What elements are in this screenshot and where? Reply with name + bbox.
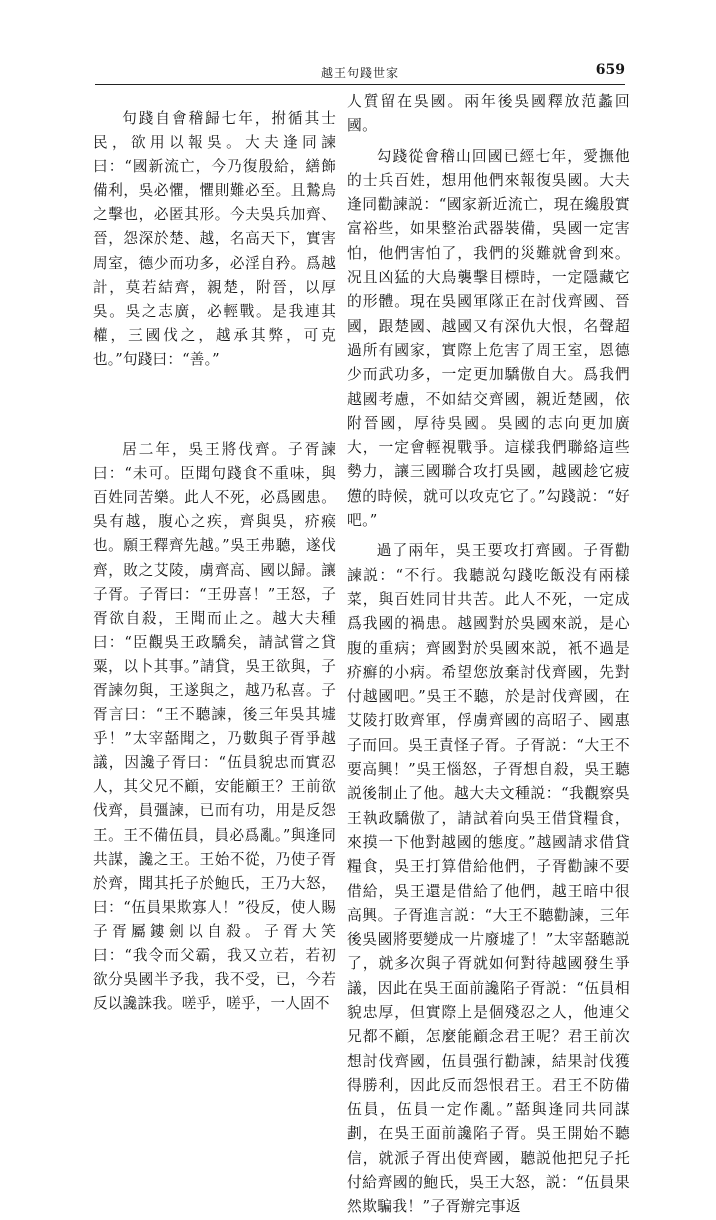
translation-paragraph-2: 過了兩年，吳王要攻打齊國。子胥勸諫説：“不行。我聽説勾踐吃飯没有兩樣菜，與百姓同甘共苦。此人不死，一定成爲我國的禍患。越國對於吳國來説，是心腹的重病；齊國對於吳國來説，衹不過是疥癬的小病。希望您放棄討伐齊國，先對付越國吧。”吳王不聽，於是討伐齊國，在艾陵打敗齊軍，俘虜齊國的高昭子、國惠子而回。吳王責怪子胥。子胥説：“大王不要高興！”吳王惱怒，子胥想自殺，吳王聽説後制止了他。越大夫文種説：“我觀察吳王執政驕傲了，請試着向吳王借貸糧食，來摸一下他對越國的態度。”越國請求借貸糧食，吳王打算借給他們，子胥勸諫不要借給，吳王還是借給了他們，越王暗中很高興。子胥進言説：“大王不聽勸諫，三年後吳國將要變成一片廢墟了！”太宰嚭聽説了，就多次與子胥就如何對待越國發生爭議，因此在吳王面前讒陷子胥説：“伍員相貌忠厚，但實際上是個殘忍之人，他連父兄都不顧，怎麼能顧念君王呢？君王前次想討伐齊國，伍員强行勸諫，結果討伐獲得勝利，因此反而怨恨君王。君王不防備伍員，伍員一定作亂。”嚭與逢同共同謀劃，在吳王面前讒陷子胥。吳王開始不聽信，就派子胥出使齊國，聽説他把兒子托付給齊國的鮑氏，吳王大怒，説：“伍員果然欺騙我！”子胥辦完事返 [347,542,630,1216]
translation-column [347,90,630,1216]
translation-paragraph-0: 人質留在吳國。兩年後吳國釋放范蠡回國。 [347,93,630,135]
translation-paragraph-1: 勾踐從會稽山回國已經七年，愛撫他的士兵百姓，想用他們來報復吳國。大夫逢同勸諫説：“國家新近流亡，現在纔殷實富裕些，如果整治武器裝備，吳國一定害怕，他們害怕了，我們的災難就會到來。况且凶猛的大鳥襲擊目標時，一定隱藏它的形體。現在吳國軍隊正在討伐齊國、晉國，跟楚國、越國又有深仇大恨，名聲超過所有國家，實際上危害了周王室，恩德少而武功多，一定更加驕傲自大。爲我們越國考慮，不如結交齊國，親近楚國，依附晉國，厚待吳國。吳國的志向更加廣大，一定會輕視戰爭。這樣我們聯絡這些勢力，讓三國聯合攻打吳國，越國趁它疲憊的時候，就可以攻克它了。”勾踐説：“好吧。” [347,147,630,530]
classical-text-column [93,90,336,1013]
classical-paragraph-2: 居二年，吳王將伐齊。子胥諫曰：“未可。臣聞句踐食不重味，與百姓同苦樂。此人不死，必爲國患。吳有越，腹心之疾，齊與吳，疥瘊也。願王釋齊先越。”吳王弗聽，遂伐齊，敗之艾陵，虜齊高、國以歸。讓子胥。子胥曰：“王毋喜！”王怒，子胥欲自殺，王聞而止之。越大夫種曰：“臣觀吳王政驕矣，請試嘗之貸粟，以卜其事。”請貸，吳王欲與，子胥諫勿與，王遂與之，越乃私喜。子胥言曰：“王不聽諫，後三年吳其墟乎！”太宰嚭聞之，乃數與子胥爭越議，因讒子胥曰：“伍員貌忠而實忍人，其父兄不顧，安能顧王？王前欲伐齊，員彊諫，已而有功，用是反怨王。王不備伍員，員必爲亂。”與逢同共謀，讒之王。王始不從，乃使子胥於齊，聞其托子於鮑氏，王乃大怒，曰：“伍員果欺寡人！”役反，使人賜子胥屬鏤劍以自殺。子胥大笑曰：“我令而父霸，我又立若，若初欲分吳國半予我，我不受，已，今若反以讒誅我。嗟乎，嗟乎，一人固不 [93,441,336,1013]
running-title: 越王句踐世家 [320,66,399,80]
page-number: 659 [595,62,625,78]
running-header [95,64,625,84]
classical-paragraph-1: 句踐自會稽歸七年，拊循其士民，欲用以報吳。大夫逢同諫曰：“國新流亡，今乃復殷給，繕飾備利，吳必懼，懼則難必至。且鷙鳥之擊也，必匿其形。今夫吳兵加齊、晉，怨深於楚、越，名高天下，實害周室，德少而功多，必淫自矜。爲越計，莫若結齊，親楚，附晉，以厚吳。吳之志廣，必輕戰。是我連其權，三國伐之，越承其弊，可克也。”句踐曰：“善。” [93,110,336,368]
header-rule [95,84,625,85]
